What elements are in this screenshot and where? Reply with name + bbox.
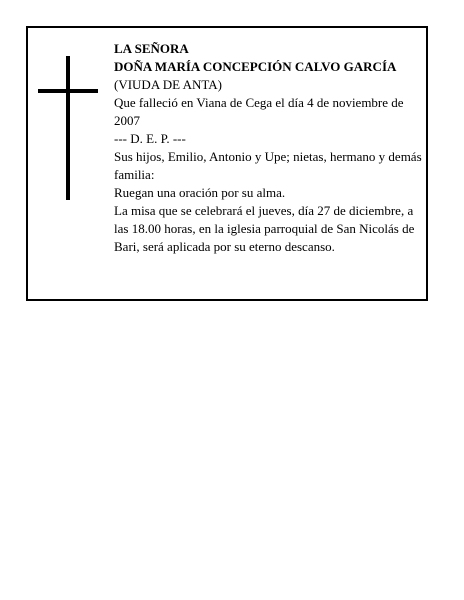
cross-horizontal-bar (38, 89, 98, 93)
notice-text (114, 40, 422, 256)
deceased-name: DOÑA MARÍA CONCEPCIÓN CALVO GARCÍA (114, 59, 397, 74)
deceased-subtitle: (VIUDA DE ANTA) (114, 77, 222, 92)
dep-line: --- D. E. P. --- (114, 131, 186, 146)
cross-icon (38, 56, 98, 200)
cross-vertical-bar (66, 56, 70, 200)
mass-info: La misa que se celebrará el jueves, día 27 de diciembre, a las 18.00 horas, en la iglesia parroquial de San Nicolás de Bari, será aplicada por su eterno descanso. (114, 203, 415, 254)
prayer-line: Ruegan una oración por su alma. (114, 185, 286, 200)
death-info: Que falleció en Viana de Cega el día 4 de noviembre de 2007 (114, 95, 404, 128)
notice-title: LA SEÑORA (114, 41, 189, 56)
family-line: Sus hijos, Emilio, Antonio y Upe; nietas, hermano y demás familia: (114, 149, 422, 182)
obituary-notice (26, 26, 428, 301)
